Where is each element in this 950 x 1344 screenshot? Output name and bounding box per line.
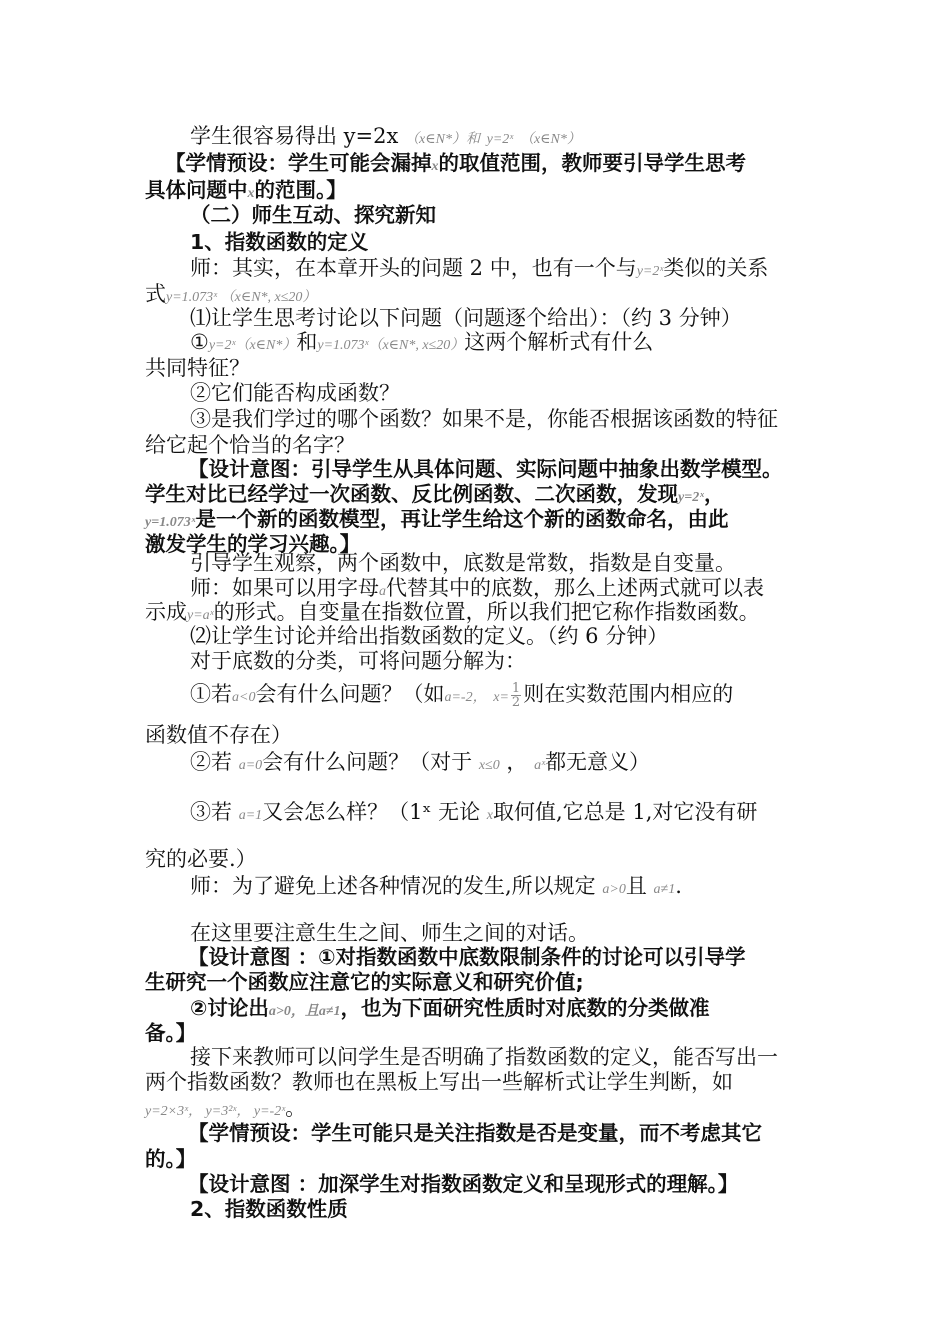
text-line: 师：为了避免上述各种情况的发生,所以规定 a>0且 a≠1.	[190, 874, 682, 898]
text-line: ③若 a=1又会怎么样？（1ˣ 无论 x取何值,它总是 1,对它没有研	[190, 800, 758, 824]
design-note: y=1.073ˣ是一个新的函数模型，再让学生给这个新的函数命名，由此	[145, 507, 729, 531]
teaching-note: 【学情预设：学生可能会漏掉x的取值范围，教师要引导学生思考	[165, 151, 746, 175]
text-line: 示成y=aˣ的形式。自变量在指数位置，所以我们把它称作指数函数。	[145, 600, 760, 624]
text-line: ①若a<0会有什么问题？（如a=-2， x= $\frac{1}{2}$ 则在实数范围内相应的	[190, 681, 734, 710]
text-line: 函数值不存在）	[145, 723, 292, 747]
text-line: 究的必要.）	[145, 847, 257, 871]
text-line: 引导学生观察，两个函数中，底数是常数，指数是自变量。	[190, 551, 736, 575]
text-line: 给它起个恰当的名字？	[145, 433, 355, 457]
teaching-note: 的。】	[145, 1147, 197, 1171]
text-line: 师：如果可以用字母a代替其中的底数，那么上述两式就可以表	[190, 576, 764, 600]
teaching-note: 具体问题中x的范围。】	[145, 178, 347, 202]
text-line: 两个指数函数？教师也在黑板上写出一些解析式让学生判断，如	[145, 1070, 733, 1094]
text-line: 在这里要注意生生之间、师生之间的对话。	[190, 921, 589, 945]
text-line: 师：其实，在本章开头的问题 2 中，也有一个与y=2ˣ类似的关系	[190, 256, 769, 280]
design-note: 生研究一个函数应注意它的实际意义和研究价值;	[145, 970, 584, 994]
design-note: 【设计意图 ：加深学生对指数函数定义和呈现形式的理解。】	[188, 1172, 739, 1196]
text-line: ②它们能否构成函数？	[190, 381, 400, 405]
text-line: y=2×3ˣ， y=3²ˣ， y=-2ˣ。	[145, 1096, 307, 1120]
design-note: ②讨论出a>0，且a≠1，也为下面研究性质时对底数的分类做准	[190, 996, 710, 1020]
text-line: ①y=2ˣ（x∈N*）和y=1.073ˣ（x∈N*, x≤20）这两个解析式有什么	[190, 330, 654, 354]
subsection-heading: 2、指数函数性质	[190, 1197, 348, 1221]
math-formula: y=2ˣ	[486, 132, 514, 147]
text-line: 对于底数的分类，可将问题分解为：	[190, 649, 526, 673]
design-note: 激发学生的学习兴趣。】	[145, 532, 361, 556]
text-line: ⑵让学生讨论并给出指数函数的定义。（约 6 分钟）	[190, 624, 669, 648]
design-note: 备。】	[145, 1021, 197, 1045]
text-line: ⑴让学生思考讨论以下问题（问题逐个给出）：（约 3 分钟）	[190, 306, 742, 330]
design-note: 学生对比已经学过一次函数、反比例函数、二次函数，发现y=2ˣ，	[145, 482, 725, 506]
section-heading: （二）师生互动、探究新知	[190, 203, 436, 227]
fraction: $\frac{1}{2}$	[511, 681, 521, 710]
math-formula: （x∈N*）和	[405, 132, 480, 147]
text-line: 式y=1.073ˣ （x∈N*, x≤20）	[145, 282, 317, 306]
text-line: 学生很容易得出 y=2x （x∈N*）和 y=2ˣ （x∈N*）	[190, 124, 581, 148]
subsection-heading: 1、指数函数的定义	[190, 230, 369, 254]
design-note: 【设计意图：引导学生从具体问题、实际问题中抽象出数学模型。	[188, 457, 783, 481]
text-line: ②若 a=0会有什么问题？（对于 x≤0 ， aˣ都无意义）	[190, 750, 651, 774]
text-line: 共同特征？	[145, 356, 250, 380]
teaching-note: 【学情预设：学生可能只是关注指数是否是变量，而不考虑其它	[188, 1121, 762, 1145]
design-note: 【设计意图 ：①对指数函数中底数限制条件的讨论可以引导学	[188, 945, 746, 969]
text-line: ③是我们学过的哪个函数？如果不是，你能否根据该函数的特征	[190, 407, 778, 431]
text-line: 接下来教师可以问学生是否明确了指数函数的定义，能否写出一	[190, 1045, 778, 1069]
math-formula: （x∈N*）	[519, 132, 581, 147]
